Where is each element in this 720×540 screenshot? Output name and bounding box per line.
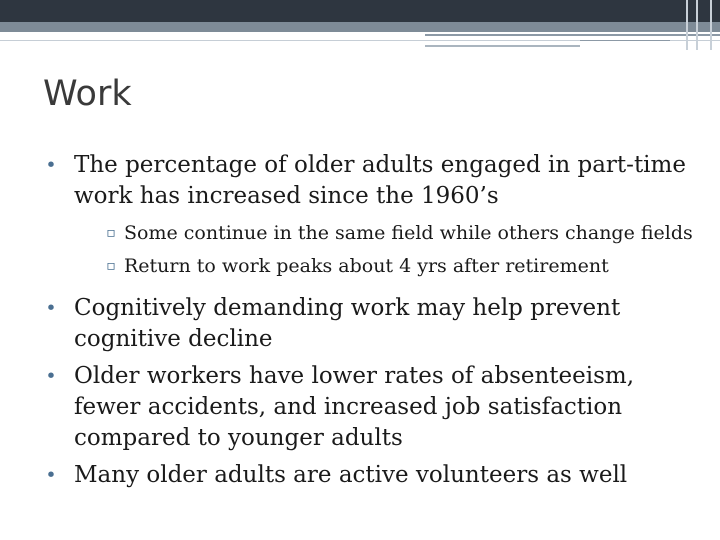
- header-stripe: [425, 34, 720, 36]
- sub-bullet-text: Return to work peaks about 4 yrs after retirement: [124, 255, 609, 277]
- bullet-icon: •: [45, 154, 57, 176]
- sub-bullet-item: [28, 251, 698, 281]
- sub-bullet-icon: ▫: [106, 225, 116, 241]
- sub-bullet-item: [28, 218, 698, 248]
- bullet-text: Cognitively demanding work may help prevent cognitive decline: [74, 295, 621, 352]
- bullet-text: Many older adults are active volunteers as well: [74, 462, 628, 488]
- header-corner-lines: [680, 0, 720, 50]
- bullet-icon: •: [45, 365, 57, 387]
- bullet-item: [28, 361, 698, 454]
- bullet-text: The percentage of older adults engaged in part-time work has increased since the 1960’s: [74, 152, 686, 209]
- bullet-item: [28, 150, 698, 212]
- sub-bullet-list: [28, 218, 698, 281]
- header-bar-light: [0, 22, 720, 32]
- slide-title: Work: [43, 74, 132, 114]
- slide-body: [28, 150, 698, 497]
- header-stripe: [425, 45, 580, 47]
- sub-bullet-text: Some continue in the same field while others change fields: [124, 222, 693, 244]
- sub-bullet-icon: ▫: [106, 258, 116, 274]
- bullet-icon: •: [45, 297, 57, 319]
- header-bar-dark: [0, 0, 720, 22]
- header-stripe: [580, 40, 670, 41]
- bullet-icon: •: [45, 464, 57, 486]
- bullet-text: Older workers have lower rates of absenteeism, fewer accidents, and increased job satisfaction compared to younger adults: [74, 363, 635, 451]
- bullet-item: [28, 293, 698, 355]
- bullet-item: [28, 460, 698, 491]
